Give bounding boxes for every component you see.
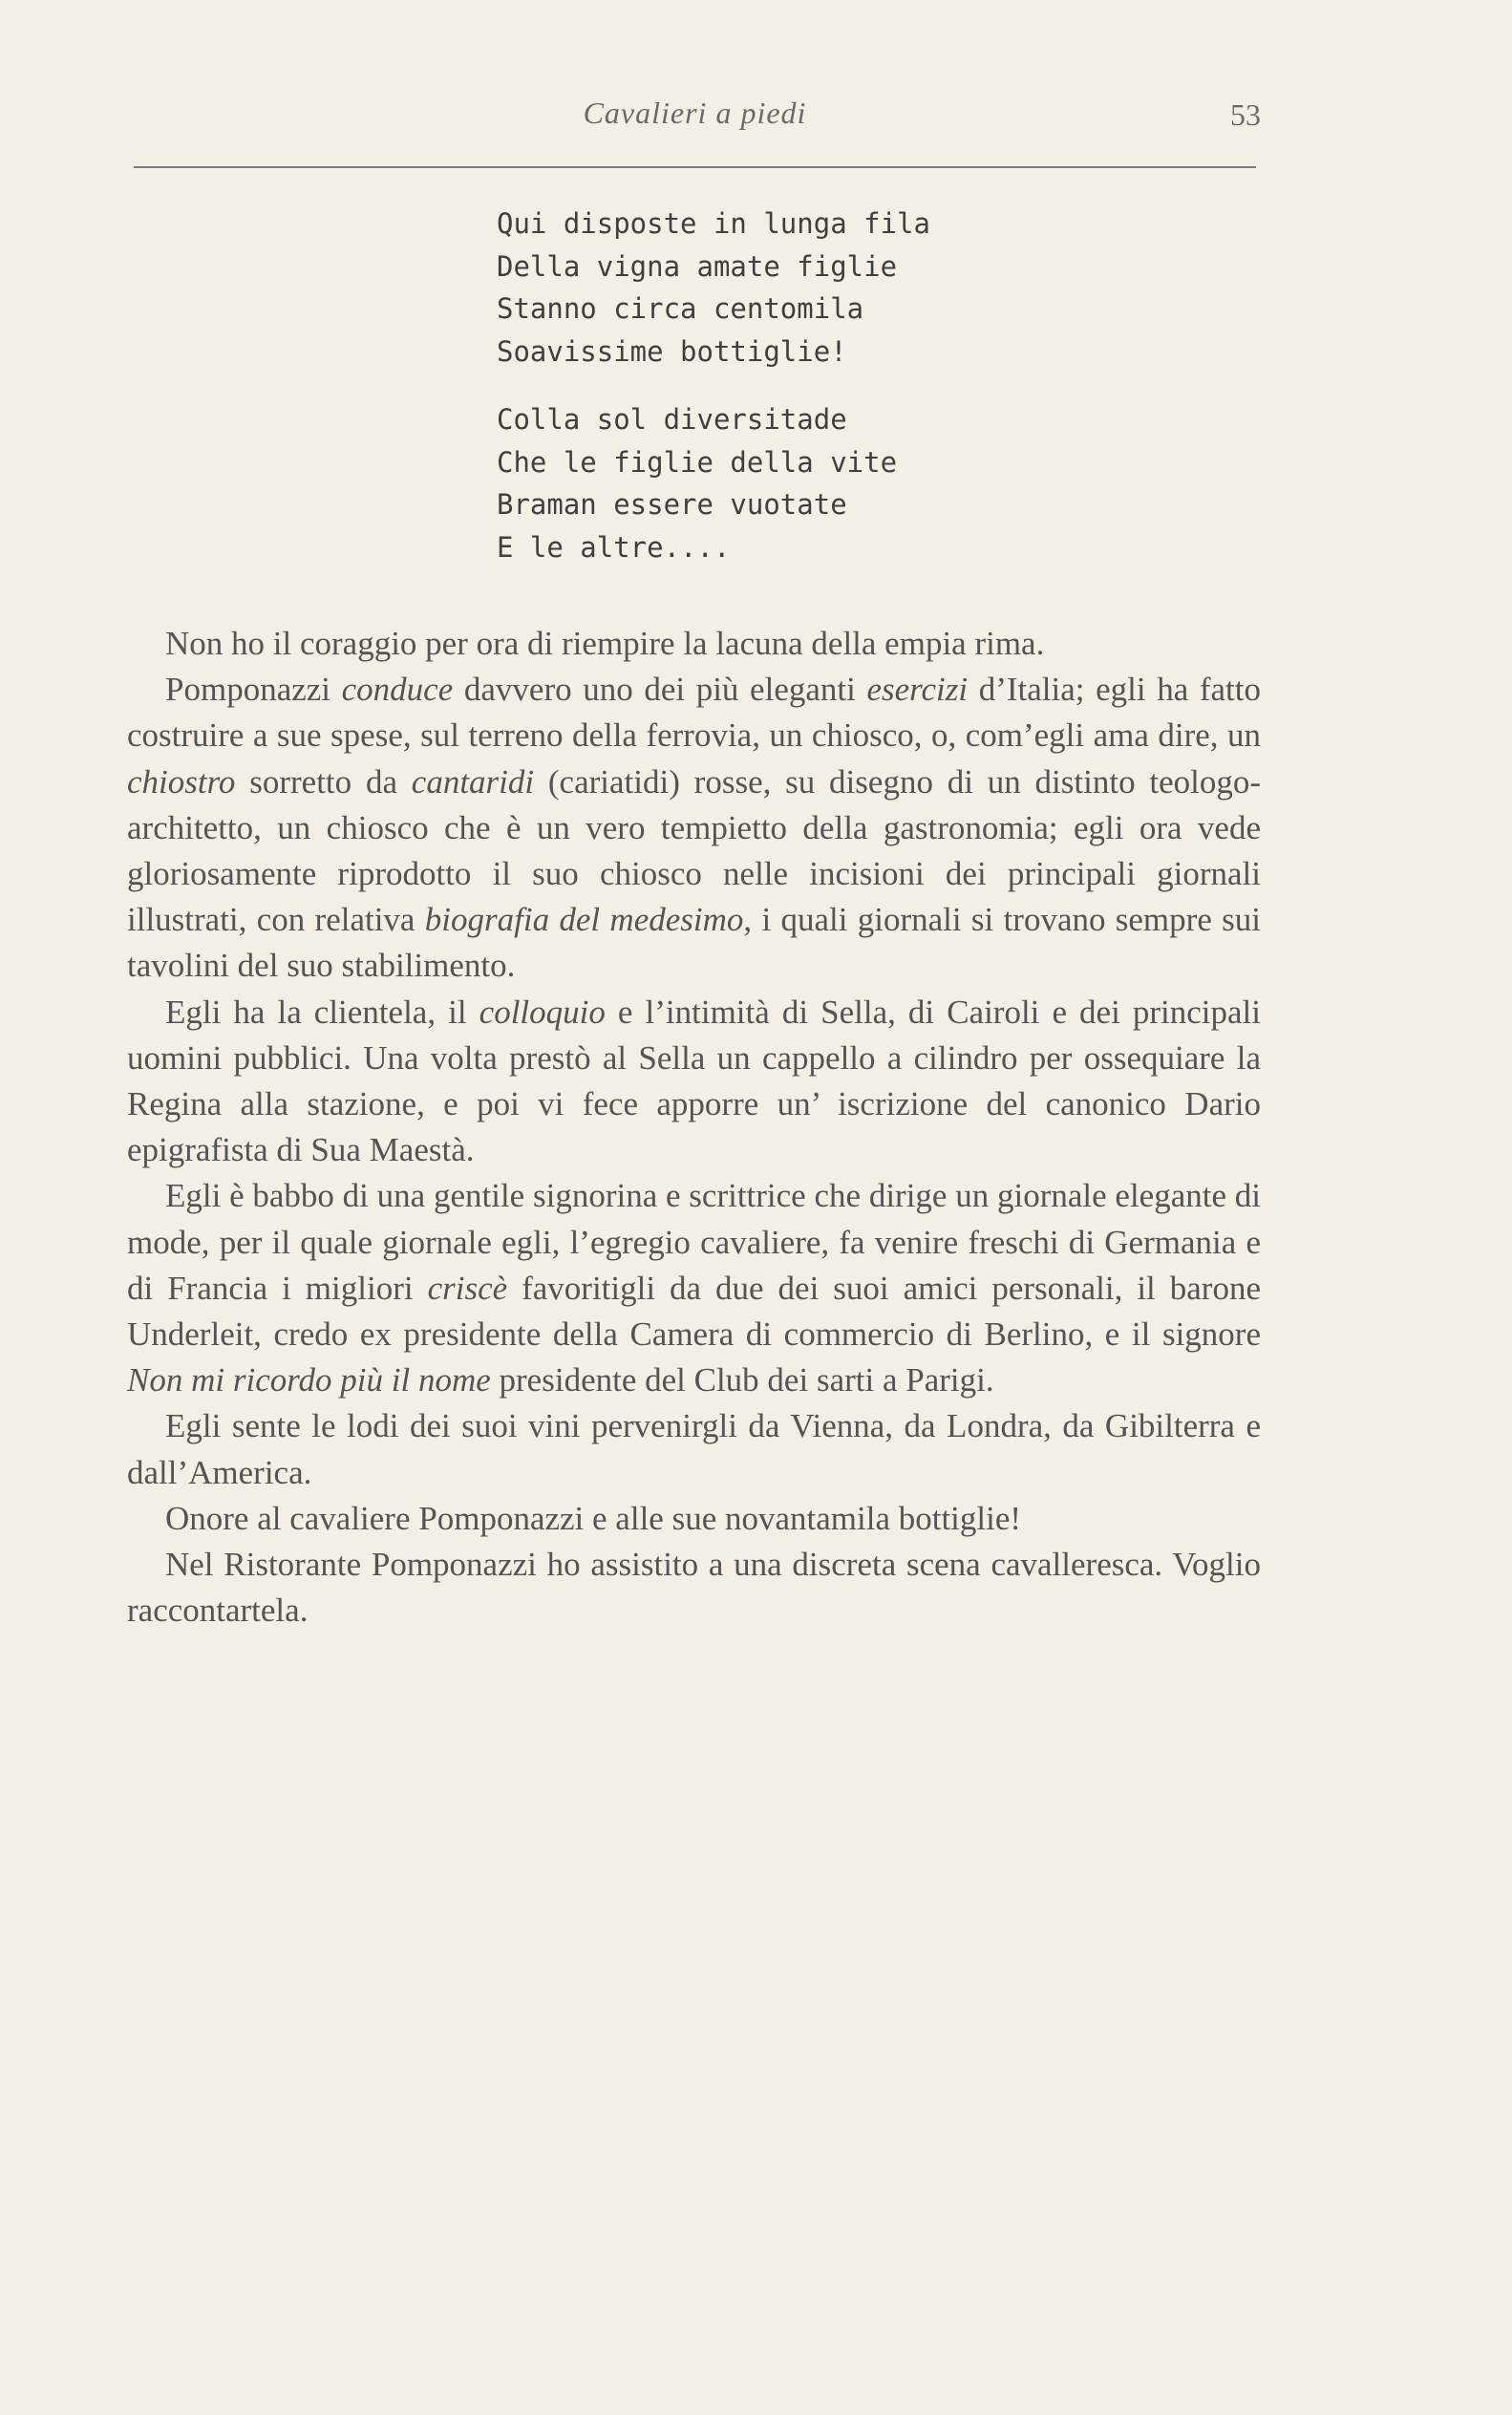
paragraph-3 [127,990,1261,1174]
text-run: Pomponazzi [165,671,342,709]
running-title: Cavalieri a piedi [583,96,807,130]
italic-run: chiostro [127,762,236,801]
italic-run: biografia del medesimo [424,901,744,939]
verse-line: E le altre.... [497,530,731,564]
verse-line: Stanno circa centomila [497,292,864,325]
paragraph-6: Onore al cavaliere Pomponazzi e alle sue novantamila bottiglie! [165,1499,1022,1537]
paragraph-7: Nel Ristorante Pomponazzi ho assistito a una discreta scena cavalleresca. Voglio raccontartela. [127,1546,1261,1630]
page-header [129,92,1261,139]
text-run: presidente del Club dei sarti a Parigi. [490,1361,994,1400]
paragraph-4 [127,1173,1261,1403]
text-run: Egli ha la clientela, il [165,993,479,1031]
verse-line: Che le figlie della vite [497,445,898,479]
paragraph-2 [127,667,1261,989]
verse-line: Qui disposte in lunga fila [497,207,930,240]
stanza-1 [497,203,930,373]
text-run: e l’intimità di Sella, di Cairoli e dei principali uomini pubblici. Una volta prestò al Sella un cappello a cilindro per ossequiare la Regina alla stazione, e poi vi fece apporre un’ iscrizione del canonico Dario epigrafista di Sua Maestà. [127,993,1261,1169]
italic-run: cantaridi [411,762,535,801]
paragraph-5: Egli sente le lodi dei suoi vini pervenirgli da Vienna, da Londra, da Gibilterra e dall’America. [127,1407,1261,1491]
verse-line: Soavissime bottiglie! [497,334,847,368]
italic-run: esercizi [866,671,969,709]
page-number: 53 [1230,97,1261,132]
paragraph-1: Non ho il coraggio per ora di riempire la lacuna della empia rima. [165,625,1045,662]
prose-body [127,621,1261,1634]
italic-run: criscè [427,1269,508,1307]
text-run: d’Italia; egli ha fatto costruire a sue spese, sul terreno della ferrovia, un chiosco, o, com’egli ama dire, un [127,671,1261,755]
text-run: davvero uno dei più eleganti [453,671,867,709]
verse-line: Colla sol diversitade [497,403,847,436]
text-run: sorretto da [235,762,412,801]
italic-run: Non mi ricordo più il nome [127,1361,491,1400]
text-run: , i quali giornali si trovano sempre sui tavolini del suo stabilimento. [127,901,1261,985]
verse-block [497,203,930,568]
header-rule [134,166,1256,168]
text-run: favoritigli da due dei suoi amici personali, il barone Underleit, credo ex presidente della Camera di commercio di Berlino, e il signore [127,1269,1261,1354]
italic-run: colloquio [479,993,606,1031]
verse-line: Della vigna amate figlie [497,249,898,283]
verse-line: Braman essere vuotate [497,488,847,521]
text-run: Egli è babbo di una gentile signorina e scrittrice che dirige un giornale elegante di mode, per il quale giornale egli, l’egregio cavaliere, fa venire freschi di Germania e di Francia i migliori [127,1177,1261,1307]
text-run: (cariatidi) rosse, su disegno di un distinto teologo-architetto, un chiosco che è un vero tempietto della gastronomia; egli ora vede gloriosamente riprodotto il suo chiosco nelle incisioni dei principali giornali illustrati, con relativa [127,762,1261,939]
italic-run: conduce [341,671,454,709]
stanza-2 [497,398,930,568]
